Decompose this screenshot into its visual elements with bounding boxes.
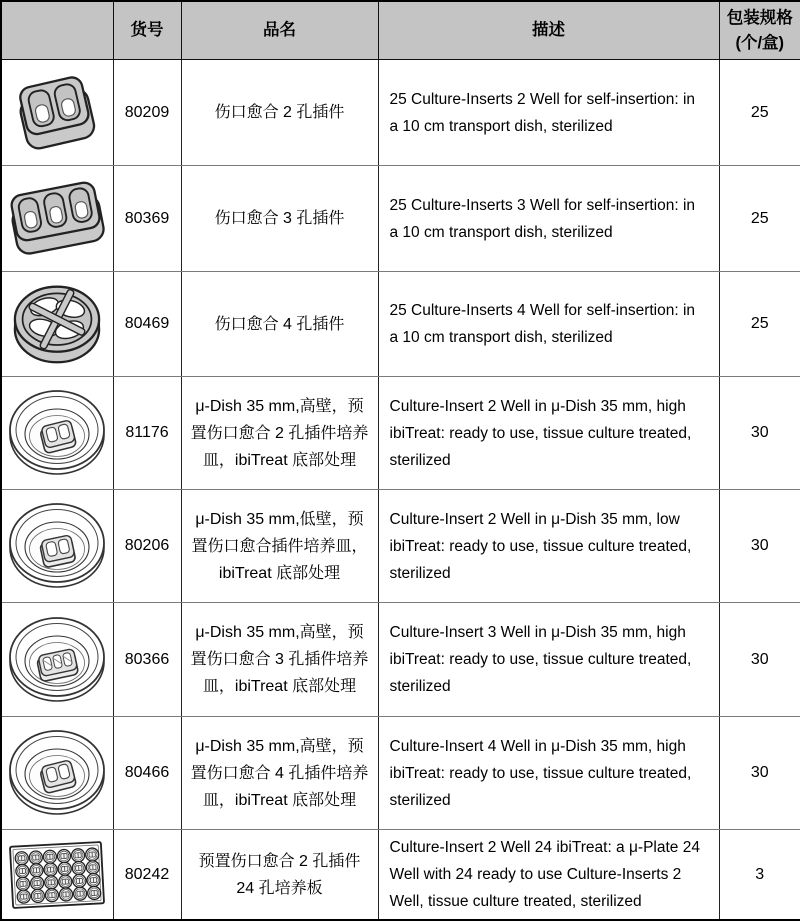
mu-dish-with-3-well-insert-image: [7, 614, 107, 706]
mu-dish-with-2-well-insert-image: [7, 387, 107, 479]
product-description: 25 Culture-Inserts 2 Well for self-insertion: in a 10 cm transport dish, sterilized: [378, 60, 719, 166]
pack-size: 25: [719, 60, 800, 166]
pack-size: 3: [719, 830, 800, 921]
product-description: Culture-Insert 4 Well in μ-Dish 35 mm, high ibiTreat: ready to use, tissue culture treated, sterilized: [378, 717, 719, 830]
mu-dish-low-with-insert-image: [7, 500, 107, 592]
header-image-column: [1, 1, 113, 60]
pack-size: 30: [719, 603, 800, 717]
product-description: 25 Culture-Inserts 4 Well for self-insertion: in a 10 cm transport dish, sterilized: [378, 272, 719, 377]
product-image-cell: [1, 60, 113, 166]
header-name: 品名: [181, 1, 378, 60]
product-image-cell: [1, 717, 113, 830]
product-image-cell: [1, 377, 113, 490]
pack-size: 30: [719, 490, 800, 603]
mu-dish-with-4-well-insert-image: [7, 727, 107, 819]
pack-size: 30: [719, 717, 800, 830]
product-name: μ-Dish 35 mm,低壁，预置伤口愈合插件培养皿，ibiTreat 底部处理: [181, 490, 378, 603]
catalog-number: 80206: [113, 490, 181, 603]
table-row: [1, 717, 800, 830]
catalog-number: 80242: [113, 830, 181, 921]
header-pack-line2: (个/盒): [735, 33, 785, 52]
product-image-cell: [1, 603, 113, 717]
pack-size: 25: [719, 272, 800, 377]
table-row: [1, 603, 800, 717]
catalog-number: 80469: [113, 272, 181, 377]
catalog-number: 80209: [113, 60, 181, 166]
header-pack: [719, 1, 800, 60]
catalog-number: 80366: [113, 603, 181, 717]
product-description: Culture-Insert 2 Well 24 ibiTreat: a μ-Plate 24 Well with 24 ready to use Culture-Inserts 2 Well, tissue culture treated, sterilized: [378, 830, 719, 921]
culture-insert-2-well-image: [9, 69, 105, 157]
catalog-number: 80466: [113, 717, 181, 830]
product-image-cell: [1, 490, 113, 603]
table-row: [1, 166, 800, 272]
product-image-cell: [1, 272, 113, 377]
product-image-cell: [1, 166, 113, 272]
table-row: [1, 377, 800, 490]
header-pack-line1: 包装规格: [726, 8, 793, 27]
mu-plate-24-well-image: [3, 836, 111, 914]
table-row: [1, 60, 800, 166]
product-name: μ-Dish 35 mm,高壁，预置伤口愈合 4 孔插件培养皿，ibiTreat 底部处理: [181, 717, 378, 830]
product-description: Culture-Insert 3 Well in μ-Dish 35 mm, high ibiTreat: ready to use, tissue culture treated, sterilized: [378, 603, 719, 717]
pack-size: 30: [719, 377, 800, 490]
product-description: Culture-Insert 2 Well in μ-Dish 35 mm, low ibiTreat: ready to use, tissue culture treated, sterilized: [378, 490, 719, 603]
product-name: 伤口愈合 3 孔插件: [181, 166, 378, 272]
header-cat-no: 货号: [113, 1, 181, 60]
product-name: 伤口愈合 2 孔插件: [181, 60, 378, 166]
culture-insert-3-well-image: [5, 175, 109, 263]
table-row: [1, 830, 800, 921]
culture-insert-4-well-image: [9, 280, 105, 368]
product-image-cell: [1, 830, 113, 921]
product-name: 伤口愈合 4 孔插件: [181, 272, 378, 377]
product-description: Culture-Insert 2 Well in μ-Dish 35 mm, high ibiTreat: ready to use, tissue culture treated, sterilized: [378, 377, 719, 490]
catalog-number: 81176: [113, 377, 181, 490]
catalog-number: 80369: [113, 166, 181, 272]
pack-size: 25: [719, 166, 800, 272]
table-row: [1, 490, 800, 603]
header-description: 描述: [378, 1, 719, 60]
header-row: [1, 1, 800, 60]
product-name: μ-Dish 35 mm,高壁，预置伤口愈合 2 孔插件培养皿，ibiTreat 底部处理: [181, 377, 378, 490]
table-row: [1, 272, 800, 377]
product-name: μ-Dish 35 mm,高壁，预置伤口愈合 3 孔插件培养皿，ibiTreat 底部处理: [181, 603, 378, 717]
product-name: 预置伤口愈合 2 孔插件 24 孔培养板: [181, 830, 378, 921]
product-description: 25 Culture-Inserts 3 Well for self-insertion: in a 10 cm transport dish, sterilized: [378, 166, 719, 272]
